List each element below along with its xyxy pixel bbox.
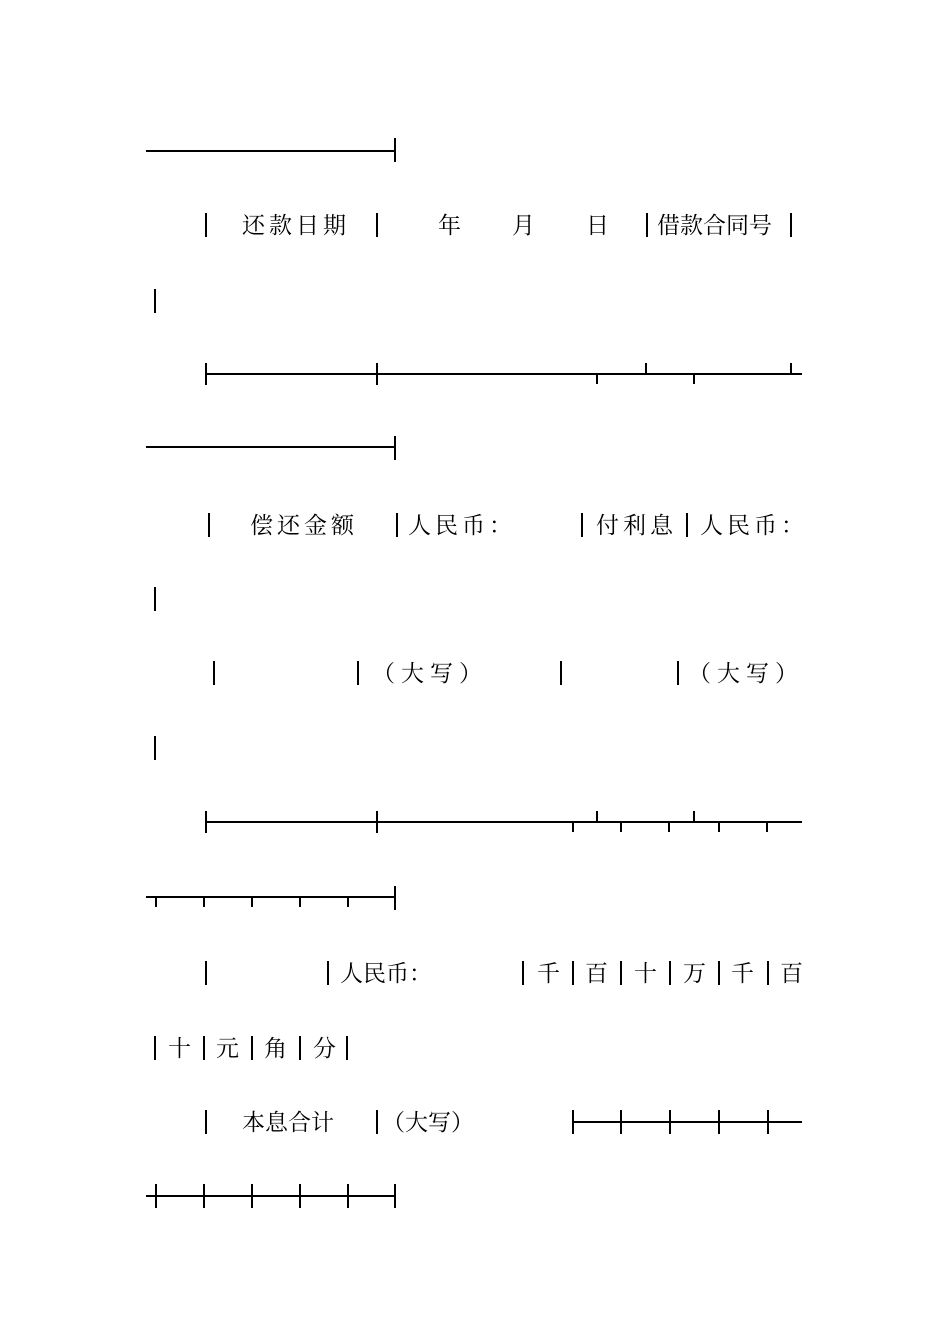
rmb-label-3: 人民币：: [340, 961, 432, 987]
vertical-bar: [327, 961, 329, 985]
cross-mark: [767, 1110, 769, 1134]
vertical-bar: [646, 213, 648, 237]
year-label: 年: [438, 213, 461, 239]
cross-mark: [203, 1184, 205, 1208]
tick-mark: [155, 897, 157, 907]
cross-mark: [620, 1110, 622, 1134]
tick-mark: [693, 811, 695, 821]
uppercase-amount-label: （大写）: [372, 661, 488, 687]
cross-mark: [718, 1110, 720, 1134]
cross-mark: [155, 1184, 157, 1208]
vertical-bar: [154, 587, 156, 611]
unit-jiao: 角: [264, 1036, 287, 1062]
tick-mark: [203, 897, 205, 907]
unit-shi: 十: [634, 961, 657, 987]
interest-paid-label: 付利息: [596, 513, 677, 539]
loan-contract-number-label: 借款合同号: [657, 213, 772, 239]
vertical-bar: [376, 213, 378, 237]
principal-interest-total-label: 本息合计: [242, 1110, 334, 1136]
vertical-bar: [686, 513, 688, 537]
uppercase-amount-label-2: （大写）: [688, 661, 804, 687]
tick-mark: [620, 822, 622, 832]
tick-mark: [718, 822, 720, 832]
vertical-bar: [572, 961, 574, 985]
unit-fen: 分: [313, 1036, 336, 1062]
vertical-bar: [677, 661, 679, 685]
repayment-amount-label: 偿还金额: [250, 513, 358, 539]
vertical-bar: [205, 363, 207, 385]
vertical-bar: [376, 1110, 378, 1134]
vertical-bar: [205, 961, 207, 985]
tick-mark: [572, 822, 574, 832]
tick-mark: [668, 822, 670, 832]
vertical-bar: [357, 661, 359, 685]
rmb-label: 人民币：: [408, 513, 516, 539]
vertical-bar: [346, 1036, 348, 1060]
cross-mark: [299, 1184, 301, 1208]
tick-mark: [347, 897, 349, 907]
vertical-bar: [154, 289, 156, 313]
unit-shi-2: 十: [168, 1036, 191, 1062]
vertical-bar: [560, 661, 562, 685]
vertical-bar: [767, 961, 769, 985]
vertical-bar: [620, 961, 622, 985]
vertical-bar: [572, 1110, 574, 1134]
tick-mark: [693, 374, 695, 384]
unit-bai-2: 百: [780, 961, 803, 987]
unit-yuan: 元: [216, 1036, 239, 1062]
vertical-bar: [669, 961, 671, 985]
vertical-bar: [394, 138, 396, 162]
vertical-bar: [394, 886, 396, 910]
vertical-bar: [299, 1036, 301, 1060]
tick-mark: [251, 897, 253, 907]
vertical-bar: [208, 513, 210, 537]
rmb-label-2: 人民币：: [700, 513, 808, 539]
vertical-bar: [718, 961, 720, 985]
cross-mark: [251, 1184, 253, 1208]
horizontal-rule: [146, 150, 396, 152]
unit-qian: 千: [537, 961, 560, 987]
unit-wan: 万: [683, 961, 706, 987]
unit-qian-2: 千: [731, 961, 754, 987]
day-label: 日: [586, 213, 609, 239]
horizontal-rule: [205, 821, 802, 823]
uppercase-amount-label-3: （大写）: [382, 1110, 474, 1136]
vertical-bar: [213, 661, 215, 685]
vertical-bar: [251, 1036, 253, 1060]
vertical-bar: [376, 811, 378, 833]
tick-mark: [299, 897, 301, 907]
vertical-bar: [154, 736, 156, 760]
tick-mark: [766, 822, 768, 832]
vertical-bar: [581, 513, 583, 537]
tick-mark: [645, 363, 647, 373]
vertical-bar: [394, 436, 396, 460]
tick-mark: [790, 363, 792, 373]
horizontal-rule: [146, 446, 396, 448]
unit-bai: 百: [585, 961, 608, 987]
vertical-bar: [394, 1184, 396, 1208]
vertical-bar: [205, 811, 207, 833]
vertical-bar: [376, 363, 378, 385]
tick-mark: [596, 374, 598, 384]
vertical-bar: [203, 1036, 205, 1060]
vertical-bar: [205, 1110, 207, 1134]
vertical-bar: [205, 213, 207, 237]
vertical-bar: [522, 961, 524, 985]
cross-mark: [347, 1184, 349, 1208]
cross-mark: [669, 1110, 671, 1134]
repayment-date-label: 还款日期: [242, 213, 350, 239]
vertical-bar: [396, 513, 398, 537]
tick-mark: [596, 811, 598, 821]
horizontal-rule: [146, 1195, 396, 1197]
vertical-bar: [154, 1036, 156, 1060]
horizontal-rule: [205, 373, 802, 375]
vertical-bar: [790, 213, 792, 237]
month-label: 月: [512, 213, 535, 239]
horizontal-rule: [146, 896, 396, 898]
